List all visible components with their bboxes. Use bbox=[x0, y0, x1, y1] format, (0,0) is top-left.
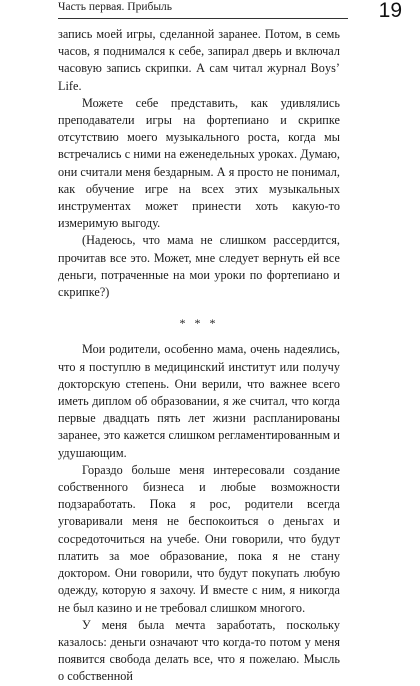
paragraph: запись моей игры, сделанной заранее. Потом, в семь часов, я поднимался к себе, запирал дверь и включал часовую запись скрипки. А сам читал журнал Boys’ Life. bbox=[58, 27, 340, 93]
body-text bbox=[58, 26, 340, 686]
paragraph: Мои родители, особенно мама, очень надеялись, что я поступлю в медицинский институт или получу докторскую степень. Они верили, что важнее всего иметь диплом об образовании, я же считал, что когда первые двадцать пять лет жизни распланированы заранее, это кажется слишком регламентированным и удушающим. bbox=[58, 342, 340, 460]
paragraph: У меня была мечта заработать, поскольку казалось: деньги означают что когда-то потом у меня появится свобода делать все, что я пожелаю. Мысль о собственной bbox=[58, 617, 340, 684]
paragraph: Можете себе представить, как удивлялись преподаватели игры на фортепиано и скрипке отсутствию моего музыкального роста, когда мы встречались с ними на еженедельных уроках. Думаю, они считали меня бездарным. А я просто не понимал, как обучение игре на всех этих музыкальных инструментах может принести хоть какую-то измеримую выгоду. bbox=[58, 95, 340, 231]
running-head: Часть первая. Прибыль bbox=[58, 1, 173, 13]
paragraph: Гораздо больше меня интересовали создание собственного бизнеса и любые возможности подзаработать. Пока я рос, родители всегда уговаривали меня не беспокоиться о деньгах и сосредоточиться на учебе. Они говорили, что будут платить за мое образование, пока я не стану доктором. Они говорили, что будут покупать любую одежду, которую я захочу. И вместе с ним, я никогда не был казино и не требовал слишком многого. bbox=[58, 462, 340, 615]
section-separator: * * * bbox=[179, 316, 219, 331]
page-number: 19 bbox=[378, 0, 402, 22]
paragraph: (Надеюсь, что мама не слишком рассердится, прочитав все это. Может, мне следует вернуть ей все деньги, потраченные на мои уроки по фортепиано и скрипке?) bbox=[58, 233, 340, 300]
header-rule bbox=[58, 18, 348, 19]
